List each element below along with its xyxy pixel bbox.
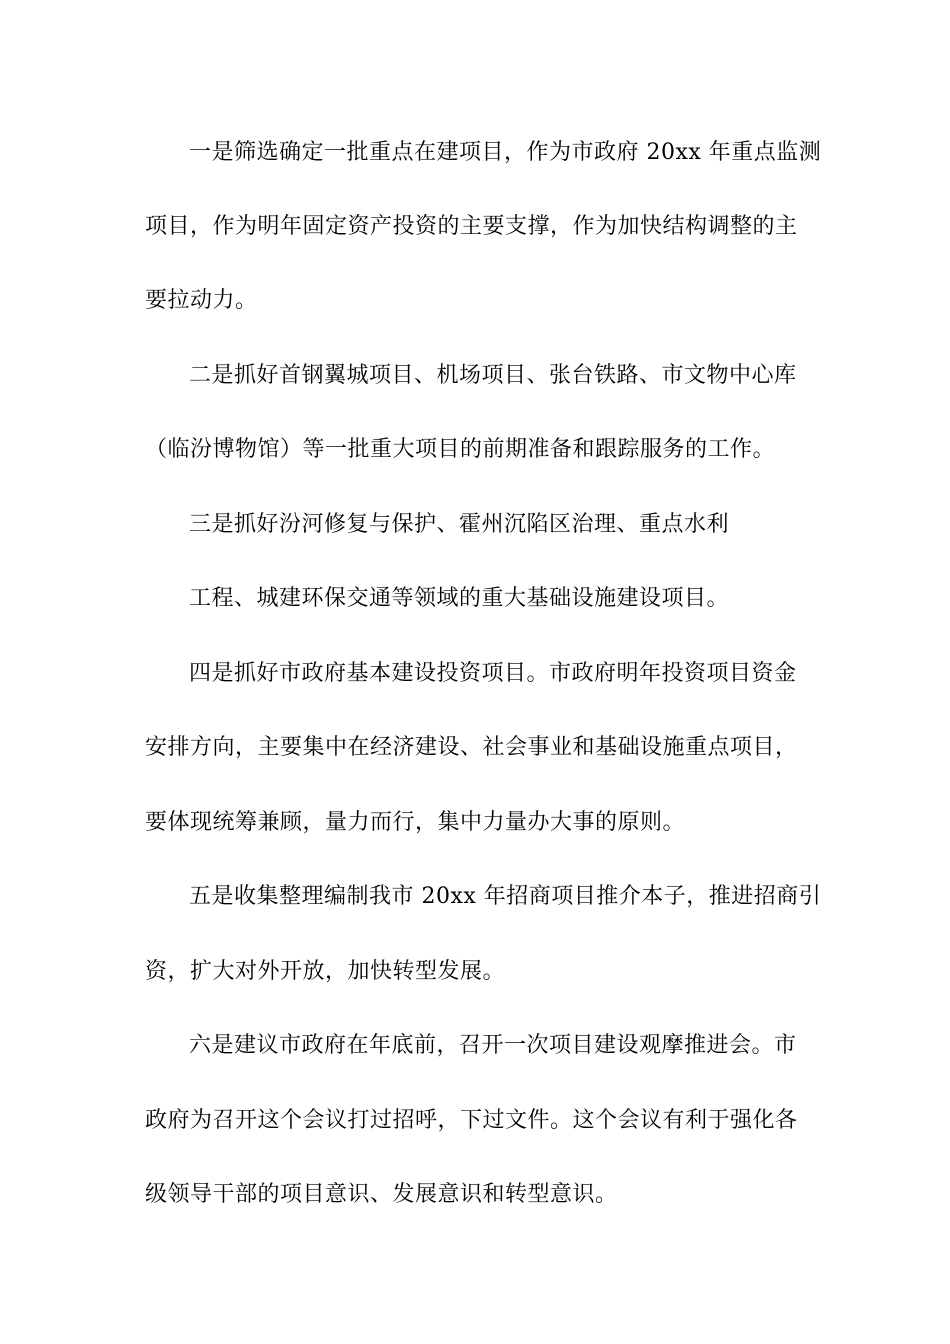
text-line: 要拉动力。 (145, 288, 258, 313)
text-line: 三是抓好汾河修复与保护、霍州沉陷区治理、重点水利 (189, 512, 730, 537)
text-line: 工程、城建环保交通等领域的重大基础设施建设项目。 (189, 586, 730, 611)
text-line: 安排方向，主要集中在经济建设、社会事业和基础设施重点项目， (145, 735, 798, 760)
text-line: 四是抓好市政府基本建设投资项目。市政府明年投资项目资金 (189, 661, 797, 686)
text-line: 一是筛选确定一批重点在建项目，作为市政府 20xx 年重点监测 (189, 140, 822, 165)
text-line: 项目，作为明年固定资产投资的主要支撑，作为加快结构调整的主 (145, 214, 798, 239)
text-line: （临汾博物馆）等一批重大项目的前期准备和跟踪服务的工作。 (145, 437, 776, 462)
text-line: 要体现统筹兼顾，量力而行，集中力量办大事的原则。 (145, 810, 686, 835)
text-line: 级领导干部的项目意识、发展意识和转型意识。 (145, 1182, 618, 1207)
text-line: 政府为召开这个会议打过招呼，下过文件。这个会议有利于强化各 (145, 1108, 798, 1133)
text-line: 资，扩大对外开放，加快转型发展。 (145, 959, 506, 984)
text-line: 五是收集整理编制我市 20xx 年招商项目推介本子，推进招商引 (189, 884, 822, 909)
text-line: 二是抓好首钢翼城项目、机场项目、张台铁路、市文物中心库 (189, 363, 797, 388)
text-line: 六是建议市政府在年底前，召开一次项目建设观摩推进会。市 (189, 1033, 797, 1058)
